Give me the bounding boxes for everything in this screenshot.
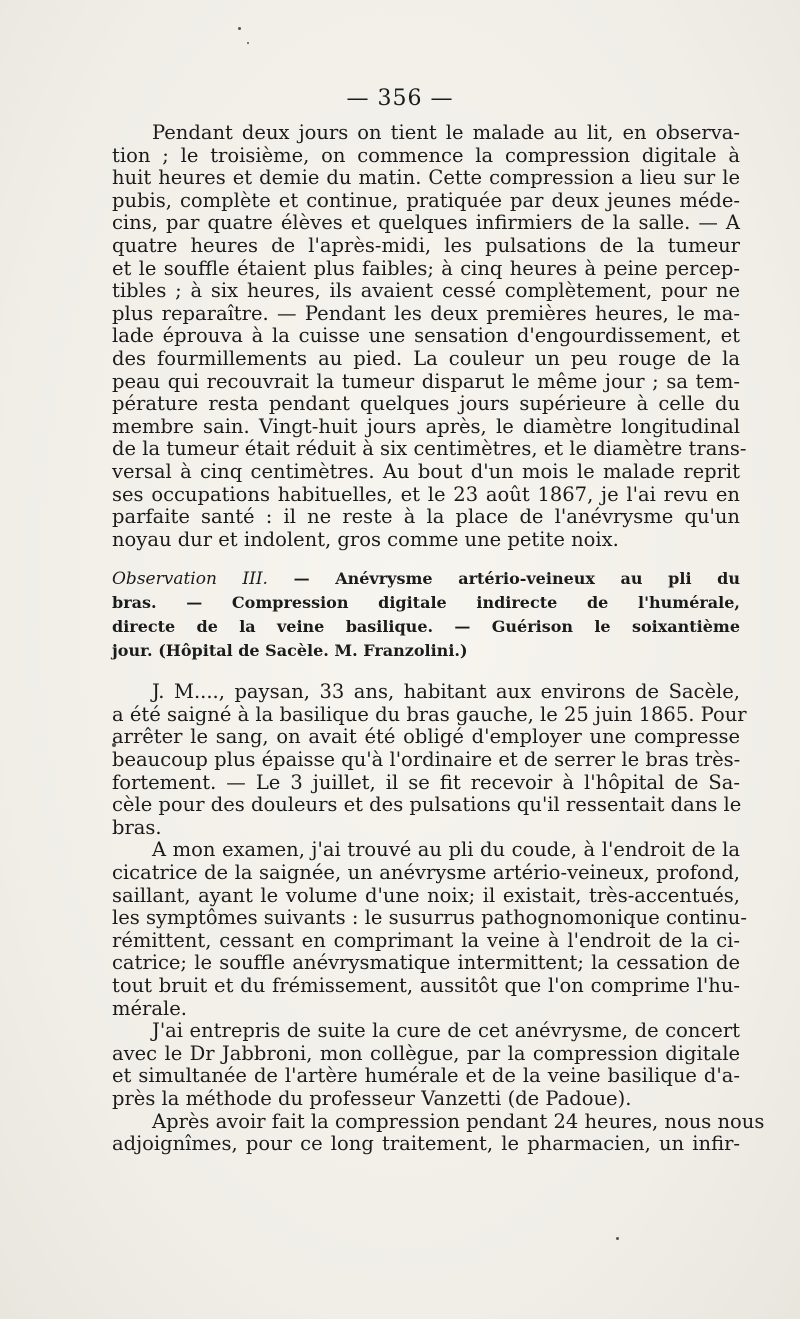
observation-heading-line: [112, 567, 740, 591]
text-line: parfaite santé : il ne reste à la place de l'anévrysme qu'un: [112, 505, 740, 529]
text-line: cicatrice de la saignée, un anévrysme artério-veineux, profond,: [112, 861, 740, 885]
body-text: [112, 121, 765, 1156]
page-number: — 356 —: [346, 86, 454, 111]
text-line: Après avoir fait la compression pendant 24 heures, nous nous: [152, 1109, 765, 1133]
text-line: cins, par quatre élèves et quelques infirmiers de la salle. — A: [112, 211, 740, 235]
text-line: ses occupations habituelles, et le 23 août 1867, je l'ai revu en: [112, 482, 740, 506]
text-line: près la méthode du professeur Vanzetti (de Padoue).: [112, 1086, 632, 1110]
text-line: avec le Dr Jabbroni, mon collègue, par la compression digitale: [112, 1041, 740, 1065]
print-speck: [238, 27, 241, 30]
text-line: et le souffle étaient plus faibles; à cinq heures à peine percep-: [112, 256, 740, 280]
text-line: de la tumeur était réduit à six centimètres, et le diamètre trans-: [112, 437, 747, 461]
print-speck: [247, 42, 249, 44]
text-line: J'ai entrepris de suite la cure de cet anévrysme, de concert: [152, 1019, 740, 1043]
text-line: peau qui recouvrait la tumeur disparut le même jour ; sa tem-: [112, 369, 740, 393]
text-line: quatre heures de l'après-midi, les pulsations de la tumeur: [112, 233, 740, 257]
text-line: cèle pour des douleurs et des pulsations qu'il ressentait dans le: [112, 793, 742, 817]
text-line: tibles ; à six heures, ils avaient cessé complètement, pour ne: [112, 279, 740, 303]
observation-title: — Anévrysme artério-veineux au pli du: [267, 569, 740, 589]
print-speck: [616, 1237, 619, 1240]
text-line: lade éprouva à la cuisse une sensation d'engourdissement, et: [112, 324, 740, 348]
text-line: plus reparaître. — Pendant les deux premières heures, le ma-: [112, 301, 740, 325]
paragraph-1: [112, 121, 747, 551]
text-line: bras.: [112, 815, 162, 839]
text-line: saillant, ayant le volume d'une noix; il existait, très-accentués,: [112, 883, 740, 907]
text-line: J. M...., paysan, 33 ans, habitant aux environs de Sacèle,: [152, 680, 740, 704]
observation-heading-line: jour. (Hôpital de Sacèle. M. Franzolini.): [112, 641, 468, 661]
text-line: pubis, complète et continue, pratiquée par deux jeunes méde-: [112, 188, 740, 212]
paragraph-2: [112, 680, 747, 839]
text-line: huit heures et demie du matin. Cette compression a lieu sur le: [112, 166, 740, 190]
text-line: arrêter le sang, on avait été obligé d'employer une compresse: [112, 725, 740, 749]
text-line: catrice; le souffle anévrysmatique intermittent; la cessation de: [112, 951, 740, 975]
observation-label: Observation III.: [112, 569, 268, 590]
text-line: a été saigné à la basilique du bras gauche, le 25 juin 1865. Pour: [112, 702, 747, 726]
text-line: membre sain. Vingt-huit jours après, le diamètre longitudinal: [112, 414, 740, 438]
text-line: fortement. — Le 3 juillet, il se fit recevoir à l'hôpital de Sa-: [112, 770, 740, 794]
text-line: tion ; le troisième, on commence la compression digitale à: [112, 143, 740, 167]
text-line: mérale.: [112, 996, 187, 1020]
paragraph-3: [112, 838, 747, 1020]
text-line: versal à cinq centimètres. Au bout d'un mois le malade reprit: [112, 459, 740, 483]
paragraph-5: [112, 1109, 765, 1156]
text-line: beaucoup plus épaisse qu'à l'ordinaire et de serrer le bras très-: [112, 748, 741, 772]
text-line: tout bruit et du frémissement, aussitôt que l'on comprime l'hu-: [112, 974, 740, 997]
text-line: les symptômes suivants : le susurrus pathognomonique continu-: [112, 906, 747, 930]
text-line: noyau dur et indolent, gros comme une petite noix.: [112, 527, 619, 551]
observation-heading-line: bras. — Compression digitale indirecte de l'humérale,: [112, 593, 740, 613]
text-line: rémittent, cessant en comprimant la veine à l'endroit de la ci-: [112, 928, 740, 952]
text-line: et simultanée de l'artère humérale et de la veine basilique d'a-: [112, 1064, 740, 1088]
text-line: A mon examen, j'ai trouvé au pli du coude, à l'endroit de la: [152, 838, 740, 862]
text-line: des fourmillements au pied. La couleur un peu rouge de la: [112, 346, 740, 370]
observation-heading: [112, 567, 740, 663]
text-line: adjoignîmes, pour ce long traitement, le pharmacien, un infir-: [112, 1132, 740, 1156]
paragraph-4: [112, 1020, 740, 1110]
observation-heading-line: directe de la veine basilique. — Guérison le soixantième: [112, 617, 740, 637]
text-line: Pendant deux jours on tient le malade au lit, en observa-: [152, 121, 740, 144]
text-line: pérature resta pendant quelques jours supérieure à celle du: [112, 392, 740, 416]
